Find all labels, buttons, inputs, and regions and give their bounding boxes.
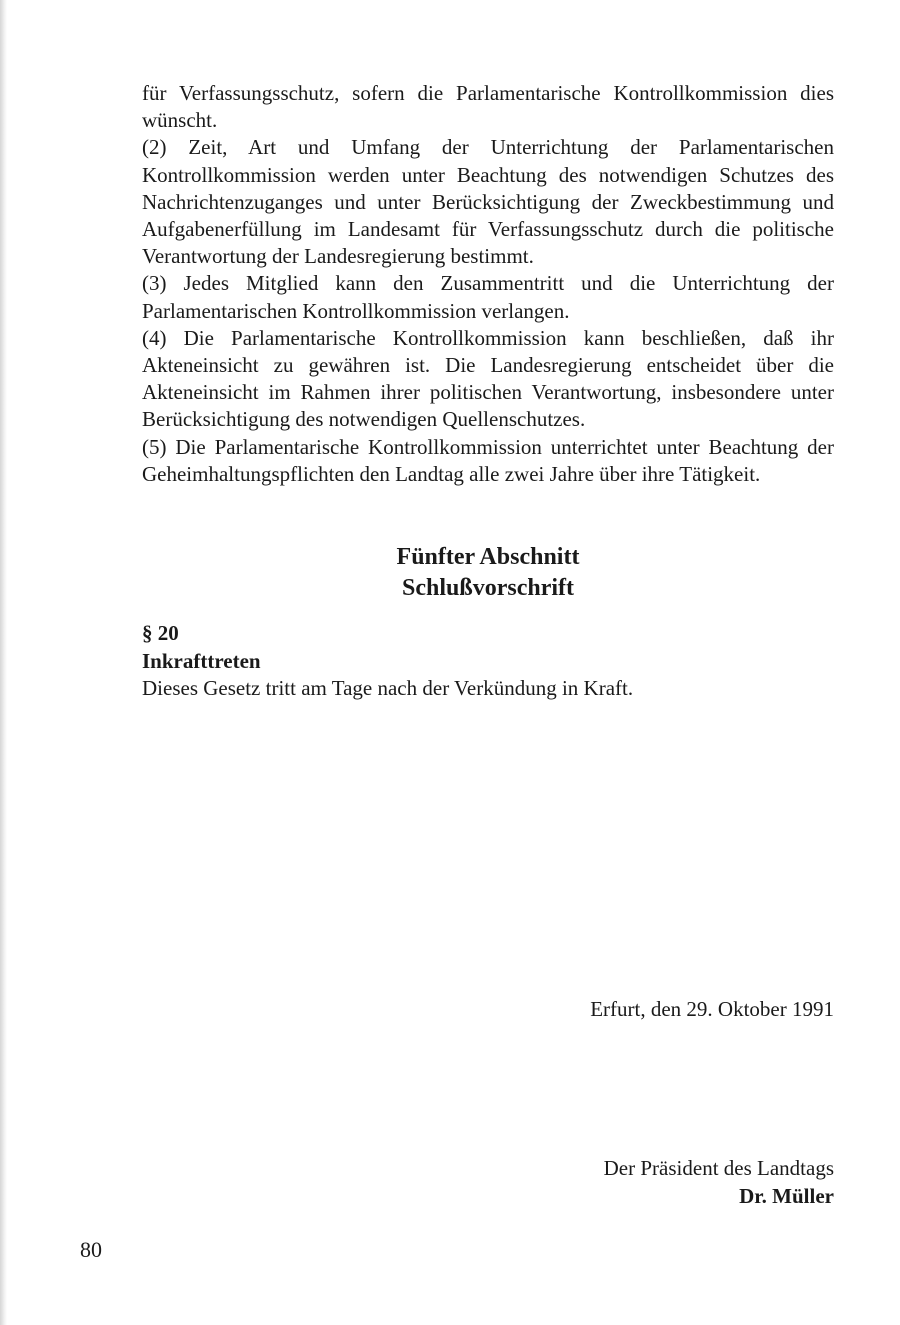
page-number: 80 bbox=[80, 1237, 102, 1262]
section-heading-line-1: Fünfter Abschnitt bbox=[396, 544, 580, 570]
signatory-role: Der Präsident des Landtags bbox=[603, 1156, 834, 1180]
place-date: Erfurt, den 29. Oktober 1991 bbox=[590, 997, 834, 1021]
scan-edge-shadow bbox=[0, 0, 7, 1325]
signatory-name: Dr. Müller bbox=[739, 1184, 834, 1208]
section-heading-line-2: Schlußvorschrift bbox=[401, 575, 574, 601]
paragraph-2: (2) Zeit, Art und Umfang der Unterrichtung der Parlamentarischen Kontrollkommission werden unter Beachtung des notwendigen Schutzes des Nachrichtenzuganges und unter Berücksichtigung der Zweckbestimmung und Aufgabenerfüllung im Landesamt für Verfassungsschutz durch die politische Verantwortung der Landesregierung bestimmt. bbox=[142, 135, 834, 269]
paragraph-3: (3) Jedes Mitglied kann den Zusammentritt und die Unterrichtung der Parlamentarischen Kontrollkommission verlangen. bbox=[142, 271, 834, 323]
intro-paragraph: für Verfassungsschutz, sofern die Parlamentarische Kontrollkommission dies wünscht. bbox=[142, 81, 834, 133]
paragraph-5: (5) Die Parlamentarische Kontrollkommission unterrichtet unter Beachtung der Geheimhaltungspflichten den Landtag alle zwei Jahre über ihre Tätigkeit. bbox=[142, 434, 834, 486]
paragraph-4: (4) Die Parlamentarische Kontrollkommission kann beschließen, daß ihr Akteneinsicht zu gewähren ist. Die Landesregierung entscheidet über die Akteneinsicht im Rahmen ihrer politischen Verantwortung, insbesondere unter Berücksichtigung des notwendigen Quellenschutzes. bbox=[142, 325, 834, 432]
section-heading bbox=[142, 542, 834, 604]
paragraph-20-text: Dieses Gesetz tritt am Tage nach der Verkündung in Kraft. bbox=[142, 676, 634, 700]
signature-block bbox=[604, 1154, 834, 1210]
paragraph-20-number: § 20 bbox=[142, 621, 179, 645]
body-text bbox=[142, 80, 834, 488]
paragraph-20 bbox=[142, 620, 834, 703]
paragraph-20-title: Inkrafttreten bbox=[142, 648, 261, 673]
